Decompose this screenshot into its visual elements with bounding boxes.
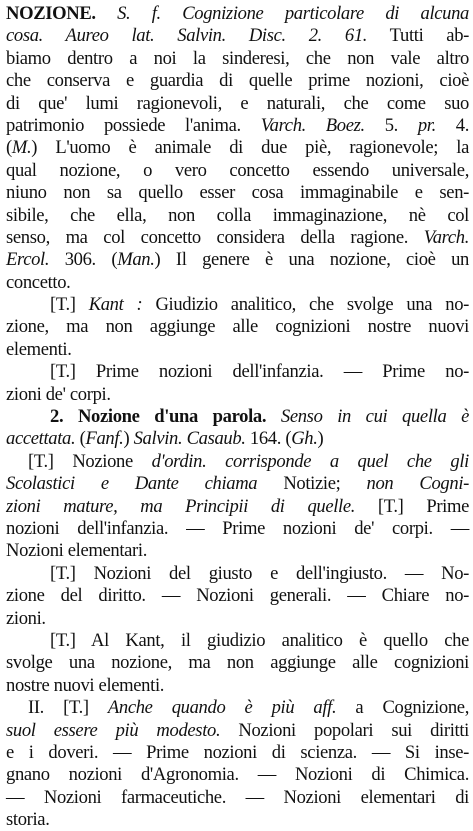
- text-line: [6, 585, 469, 607]
- italic-text: Senso in cui quella è: [280, 406, 470, 428]
- text-span: Giudizio analitico, che svolge una no-: [142, 294, 469, 316]
- text-span: sibile, che ella, non colla immaginazione, nè col: [6, 204, 469, 226]
- dictionary-entry: [6, 3, 469, 831]
- text-span: niuno non sa quello esser cosa immaginabile e sen-: [6, 182, 469, 204]
- text-line: [6, 227, 469, 249]
- italic-text: M.: [11, 137, 32, 159]
- text-span: Nozioni elementari.: [6, 540, 148, 562]
- text-span: ): [123, 428, 134, 450]
- italic-text: Anche quando è più aff.: [107, 697, 337, 719]
- text-span: [T.] Prime: [355, 495, 469, 517]
- text-span: nozioni dell'infanzia. — Prime nozioni de' corpi. —: [6, 517, 469, 539]
- text-span: zione del diritto. — Nozioni generali. — Chiare no-: [6, 585, 469, 607]
- text-line: [6, 473, 469, 495]
- text-span: zioni.: [6, 607, 46, 629]
- text-span: [96, 3, 117, 24]
- text-line: [6, 25, 469, 47]
- italic-text: Gh.: [291, 428, 318, 450]
- text-span: ) Il genere è una nozione, cioè un: [154, 249, 470, 271]
- text-line: [6, 115, 469, 137]
- text-span: [T.] Al Kant, il giudizio analitico è quello che: [50, 629, 469, 651]
- headword: Nozione d'una parola.: [77, 406, 267, 428]
- text-span: senso, ma col concetto considera della ragione.: [6, 226, 424, 248]
- text-line: [6, 361, 469, 383]
- text-span: a Cognizione,: [336, 697, 469, 719]
- text-span: II. [T.]: [28, 697, 108, 719]
- headword: NOZIONE.: [6, 3, 96, 24]
- italic-text: cosa. Aureo lat. Salvin. Disc. 2. 61.: [6, 25, 368, 47]
- italic-text: Varch.: [423, 226, 469, 248]
- text-line: [6, 630, 469, 652]
- italic-text: Man.: [117, 249, 155, 271]
- text-line: [6, 608, 469, 630]
- text-span: nostre nuovi elementi.: [6, 674, 165, 696]
- text-line: [6, 205, 469, 227]
- text-span: 306. (: [49, 249, 118, 271]
- text-span: ): [317, 428, 324, 450]
- text-span: concetto.: [6, 271, 71, 293]
- text-span: biamo dentro a noi la sinderesi, che non vale altro: [6, 47, 469, 69]
- text-line: [6, 652, 469, 674]
- text-span: di que' lumi ragionevoli, e naturali, che come suo: [6, 92, 469, 114]
- text-span: storia.: [6, 809, 50, 831]
- italic-text: zioni mature, ma Principii di quelle.: [6, 495, 356, 517]
- text-span: Notizie;: [257, 473, 367, 495]
- italic-text: d'ordin. corrisponde a quel che gli: [151, 450, 469, 472]
- text-span: patrimonio possiede l'anima.: [6, 114, 261, 136]
- text-line: [6, 787, 469, 809]
- text-span: gnano nozioni d'Agronomia. — Nozioni di Chimica.: [6, 764, 469, 786]
- italic-text: S. f. Cognizione particolare di alcuna: [117, 3, 469, 24]
- text-line: [6, 563, 469, 585]
- text-span: Nozioni popolari sui diritti: [220, 719, 469, 741]
- text-span: qual nozione, o vero concetto essendo universale,: [6, 159, 469, 181]
- text-span: 4.: [435, 114, 469, 136]
- text-line: [6, 70, 469, 92]
- text-line: [6, 764, 469, 786]
- text-line: [6, 428, 469, 450]
- text-span: zione, ma non aggiunge alle cognizioni nostre nuovi: [6, 316, 469, 338]
- headword: 2.: [50, 406, 78, 428]
- text-span: Tutti ab-: [367, 25, 470, 47]
- text-span: che conserva e guardia di quelle prime nozioni, cioè: [6, 70, 469, 92]
- text-span: svolge una nozione, ma non aggiunge alle cognizioni: [6, 652, 469, 674]
- text-line: [6, 720, 469, 742]
- text-span: zioni de' corpi.: [6, 383, 111, 405]
- text-line: [6, 294, 469, 316]
- italic-text: accettata.: [6, 428, 76, 450]
- text-span: [T.] Nozioni del giusto e dell'ingiusto. — No-: [50, 562, 469, 584]
- italic-text: Salvin. Casaub.: [133, 428, 246, 450]
- text-line: [6, 697, 469, 719]
- text-span: elementi.: [6, 338, 72, 360]
- italic-text: non Cogni-: [366, 473, 469, 495]
- text-line: [6, 384, 469, 406]
- text-line: [6, 451, 469, 473]
- text-line: [6, 406, 469, 428]
- italic-text: suol essere più modesto.: [6, 719, 221, 741]
- text-line: [6, 93, 469, 115]
- text-line: [6, 160, 469, 182]
- text-line: [6, 540, 469, 562]
- text-line: [6, 339, 469, 361]
- text-span: [266, 406, 281, 427]
- text-line: [6, 137, 469, 159]
- text-span: (: [75, 428, 86, 450]
- text-line: [6, 272, 469, 294]
- text-line: [6, 518, 469, 540]
- italic-text: Kant :: [88, 294, 143, 316]
- text-line: [6, 742, 469, 764]
- text-line: [6, 316, 469, 338]
- text-span: 164. (: [245, 428, 292, 450]
- text-span: e i doveri. — Prime nozioni di scienza. — Si inse-: [6, 741, 469, 763]
- text-line: [6, 48, 469, 70]
- italic-text: Scolastici e Dante chiama: [6, 473, 258, 495]
- text-span: [T.] Nozione: [28, 450, 152, 472]
- text-span: [T.] Prime nozioni dell'infanzia. — Prime no-: [50, 361, 469, 383]
- text-span: 5.: [364, 114, 418, 136]
- text-span: (: [6, 137, 12, 159]
- text-line: [6, 3, 469, 25]
- text-span: ) L'uomo è animale di due piè, ragionevole; la: [31, 137, 469, 159]
- text-span: [T.]: [50, 294, 89, 316]
- italic-text: Fanf.: [85, 428, 124, 450]
- text-line: [6, 496, 469, 518]
- text-line: [6, 249, 469, 271]
- text-line: [6, 675, 469, 697]
- italic-text: pr.: [417, 114, 436, 136]
- text-line: [6, 809, 469, 831]
- italic-text: Ercol.: [6, 249, 50, 271]
- text-line: [6, 182, 469, 204]
- text-span: — Nozioni farmaceutiche. — Nozioni elementari di: [6, 786, 469, 808]
- italic-text: Varch. Boez.: [260, 114, 365, 136]
